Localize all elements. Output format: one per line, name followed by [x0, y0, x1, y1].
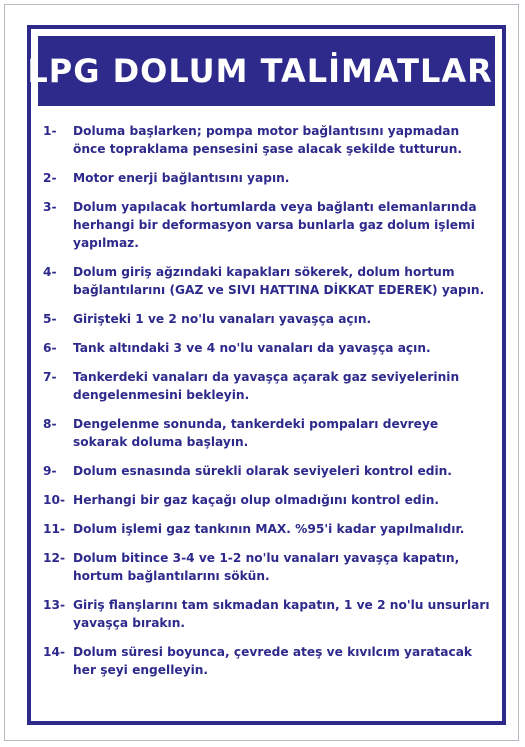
sign-frame [27, 25, 506, 725]
step-text: Dolum giriş ağzındaki kapakları sökerek, dolum hortum bağlantılarını (GAZ ve SIVI HATTINA DİKKAT EDEREK) yapın. [73, 265, 485, 297]
instruction-item [43, 520, 492, 538]
sign-title: LPG DOLUM TALİMATLARI [27, 52, 506, 90]
step-text: Tank altındaki 3 ve 4 no'lu vanaları da yavaşça açın. [73, 341, 431, 355]
step-number: 8- [43, 417, 57, 431]
instruction-item [43, 462, 492, 480]
step-text: Motor enerji bağlantısını yapın. [73, 171, 290, 185]
step-number: 10- [43, 493, 66, 507]
instruction-list [43, 122, 492, 690]
step-number: 12- [43, 551, 66, 565]
instruction-item [43, 339, 492, 357]
step-text: Girişteki 1 ve 2 no'lu vanaları yavaşça açın. [73, 312, 372, 326]
step-text: Tankerdeki vanaları da yavaşça açarak gaz seviyelerinin dengelenmesini bekleyin. [73, 370, 460, 402]
instruction-item [43, 122, 492, 158]
instruction-item [43, 415, 492, 451]
step-text: Dengelenme sonunda, tankerdeki pompaları devreye sokarak doluma başlayın. [73, 417, 439, 449]
step-number: 9- [43, 464, 57, 478]
instruction-item [43, 169, 492, 187]
step-number: 1- [43, 124, 57, 138]
step-text: Dolum bitince 3-4 ve 1-2 no'lu vanaları yavaşça kapatın, hortum bağlantılarını sökün. [73, 551, 460, 583]
instruction-item [43, 491, 492, 509]
step-text: Dolum esnasında sürekli olarak seviyeleri kontrol edin. [73, 464, 452, 478]
sign-board [4, 4, 519, 741]
step-number: 2- [43, 171, 57, 185]
step-text: Doluma başlarken; pompa motor bağlantısını yapmadan önce topraklama pensesini şase alacak şekilde tutturun. [73, 124, 463, 156]
step-text: Giriş flanşlarını tam sıkmadan kapatın, 1 ve 2 no'lu unsurları yavaşça bırakın. [73, 598, 490, 630]
step-text: Dolum süresi boyunca, çevrede ateş ve kıvılcım yaratacak her şeyi engelleyin. [73, 645, 473, 677]
instruction-item [43, 549, 492, 585]
instruction-item [43, 368, 492, 404]
step-number: 13- [43, 598, 66, 612]
step-text: Dolum yapılacak hortumlarda veya bağlantı elemanlarında herhangi bir deformasyon varsa bunlarla gaz dolum işlemi yapılmaz. [73, 200, 477, 250]
instruction-item [43, 643, 492, 679]
instruction-item [43, 596, 492, 632]
instruction-item [43, 198, 492, 252]
step-number: 14- [43, 645, 66, 659]
step-number: 3- [43, 200, 57, 214]
instruction-item [43, 263, 492, 299]
step-number: 5- [43, 312, 57, 326]
step-text: Herhangi bir gaz kaçağı olup olmadığını kontrol edin. [73, 493, 440, 507]
step-text: Dolum işlemi gaz tankının MAX. %95'i kadar yapılmalıdır. [73, 522, 465, 536]
step-number: 7- [43, 370, 57, 384]
instruction-item [43, 310, 492, 328]
step-number: 6- [43, 341, 57, 355]
step-number: 4- [43, 265, 57, 279]
step-number: 11- [43, 522, 66, 536]
title-banner [27, 36, 506, 106]
